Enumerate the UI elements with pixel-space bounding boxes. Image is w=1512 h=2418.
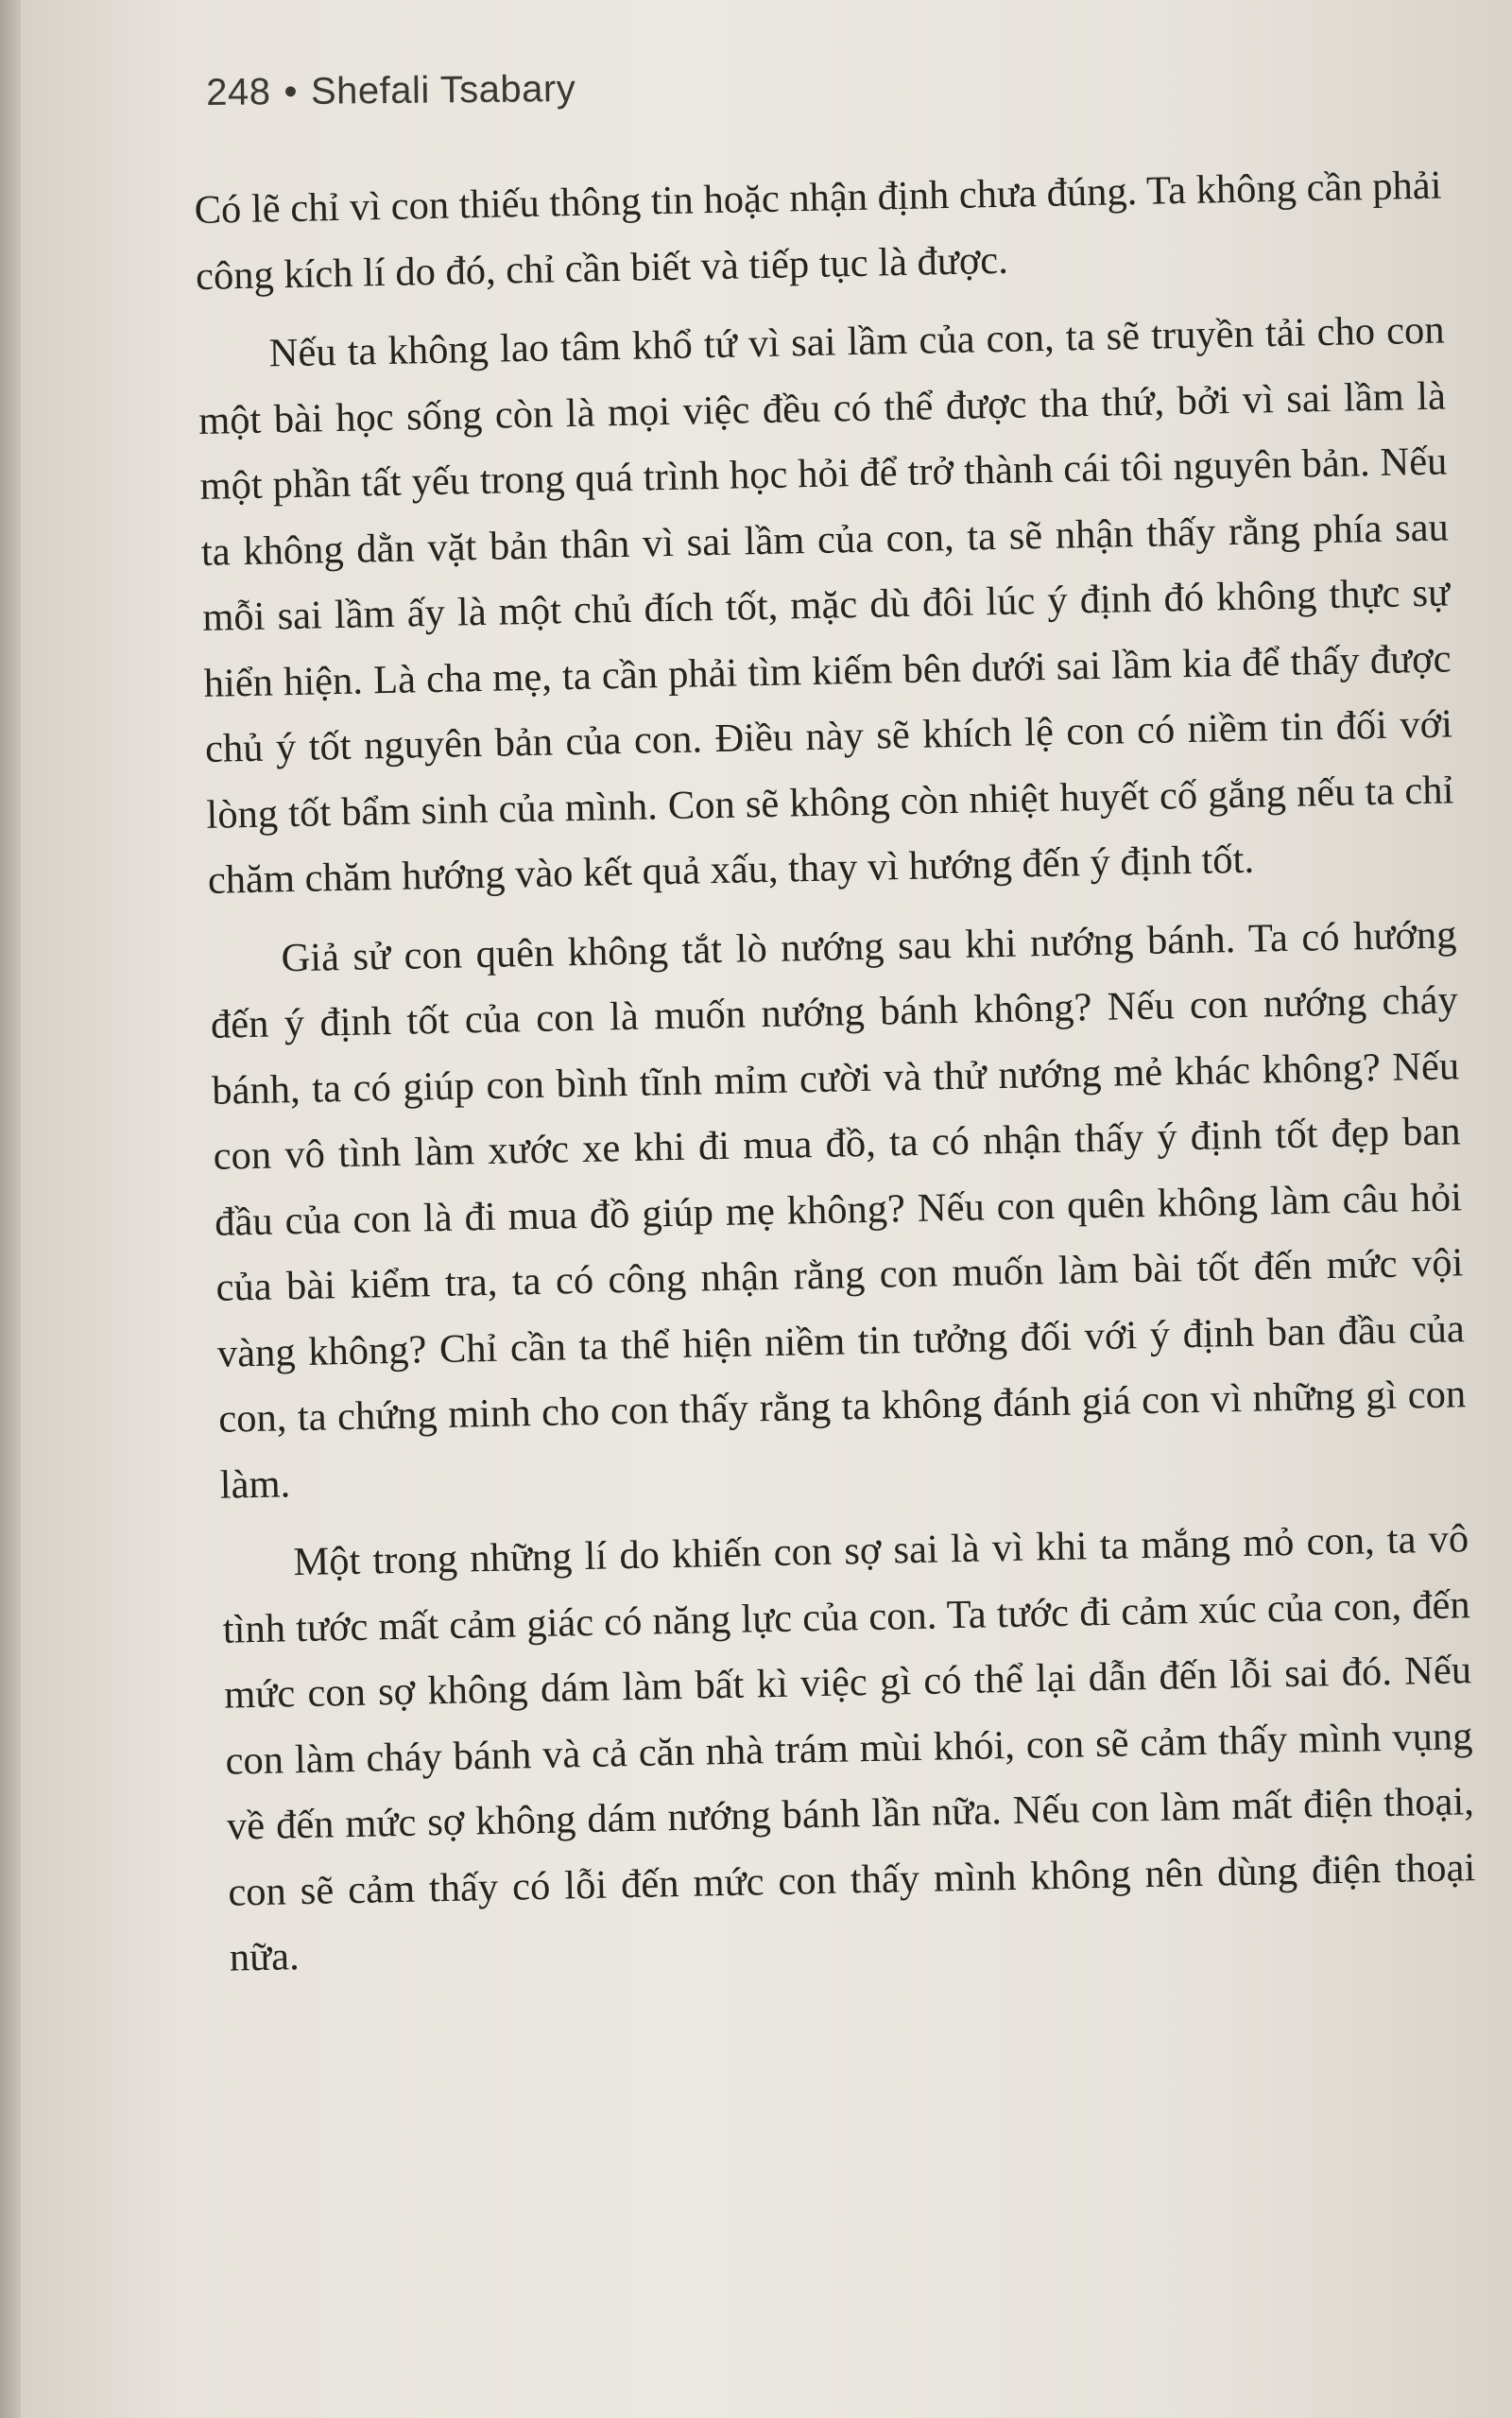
paragraph-2: Nếu ta không lao tâm khổ tứ vì sai lầm của con, ta sẽ truyền tải cho con một bài học sống còn là mọi việc đều có thể được tha thứ, bởi vì sai lầm là một phần tất yếu trong quá trình học hỏi để trở thành cái tôi nguyên bản. Nếu ta không dằn vặt bản thân vì sai lầm của con, ta sẽ nhận thấy rằng phía sau mỗi sai lầm ấy là một chủ đích tốt, mặc dù đôi lúc ý định đó không thực sự hiển hiện. Là cha mẹ, ta cần phải tìm kiếm bên dưới sai lầm kia để thấy được chủ ý tốt nguyên bản của con. Điều này sẽ khích lệ con có niềm tin đối với lòng tốt bẩm sinh của mình. Con sẽ không còn nhiệt huyết cố gắng nếu ta chỉ chăm chăm hướng vào kết quả xấu, thay vì hướng đến ý định tốt. xyxy=(198,307,1454,903)
running-header xyxy=(206,68,576,114)
page-number: 248 xyxy=(206,71,271,113)
header-separator: • xyxy=(284,70,299,113)
author-name: Shefali Tsabary xyxy=(310,67,576,112)
page-body xyxy=(194,153,1478,2005)
paragraph-1: Có lẽ chỉ vì con thiếu thông tin hoặc nhận định chưa đúng. Ta không cần phải công kích lí do đó, chỉ cần biết và tiếp tục là được. xyxy=(194,163,1442,299)
paragraph-4: Một trong những lí do khiến con sợ sai là vì khi ta mắng mỏ con, ta vô tình tước mất cảm giác có năng lực của con. Ta tước đi cảm xúc của con, đến mức con sợ không dám làm bất kì việc gì có thể lại dẫn đến lỗi sai đó. Nếu con làm cháy bánh và cả căn nhà trám mùi khói, con sẽ cảm thấy mình vụng về đến mức sợ không dám nướng bánh lần nữa. Nếu con làm mất điện thoại, con sẽ cảm thấy có lỗi đến mức con thấy mình không nên dùng điện thoại nữa. xyxy=(222,1516,1476,1980)
paragraph-3: Giả sử con quên không tắt lò nướng sau khi nướng bánh. Ta có hướng đến ý định tốt của con là muốn nướng bánh không? Nếu con nướng cháy bánh, ta có giúp con bình tĩnh mỉm cười và thử nướng mẻ khác không? Nếu con vô tình làm xước xe khi đi mua đồ, ta có nhận thấy ý định tốt đẹp ban đầu của con là đi mua đồ giúp mẹ không? Nếu con quên không làm câu hỏi của bài kiểm tra, ta có công nhận rằng con muốn làm bài tốt đến mức vội vàng không? Chỉ cần ta thể hiện niềm tin tưởng đối với ý định ban đầu của con, ta chứng minh cho con thấy rằng ta không đánh giá con vì những gì con làm. xyxy=(210,911,1467,1508)
